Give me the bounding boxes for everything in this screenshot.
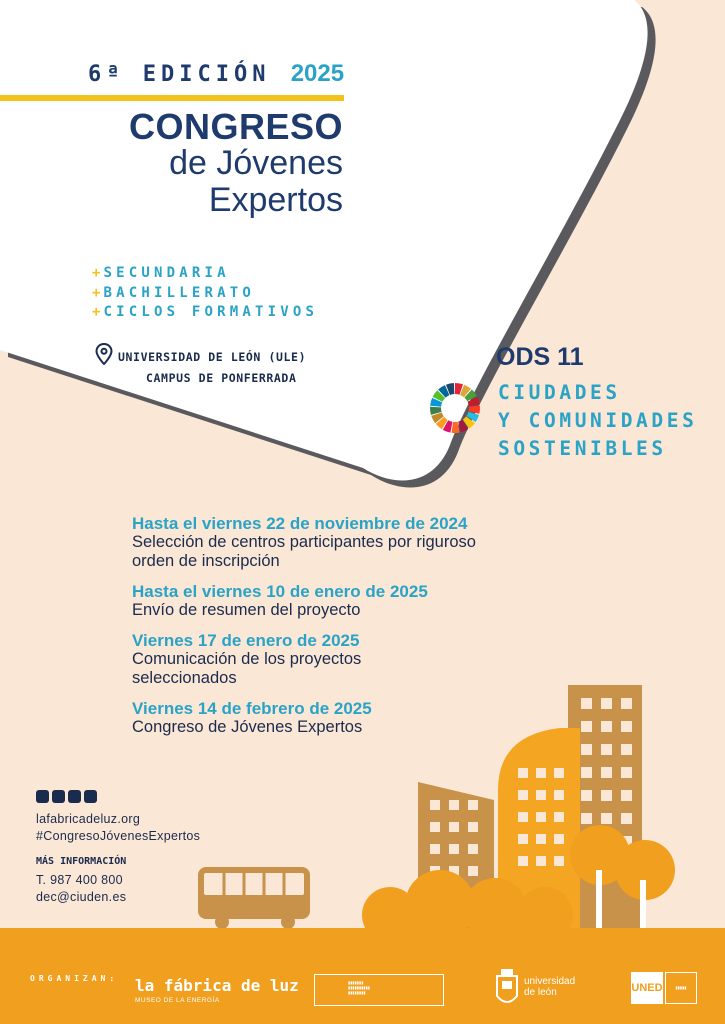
window: [518, 834, 528, 844]
window: [536, 856, 546, 866]
schedule-date: Viernes 17 de enero de 2025: [132, 631, 360, 650]
title-line-3: Expertos: [208, 181, 343, 219]
window: [621, 813, 632, 824]
website-link[interactable]: lafabricadeluz.org: [36, 812, 141, 826]
social-icons: [36, 790, 97, 803]
window: [621, 721, 632, 732]
window: [601, 767, 612, 778]
youtube-icon[interactable]: [84, 790, 97, 803]
window: [554, 856, 564, 866]
sdg-wheel-icon: [429, 382, 481, 434]
window: [518, 768, 528, 778]
schedule-list: [132, 514, 592, 748]
x-icon[interactable]: [52, 790, 65, 803]
sdg-segment: [452, 422, 460, 433]
fabrica-logo: la fábrica de luz: [135, 976, 299, 995]
schedule-desc: seleccionados: [132, 669, 237, 687]
window: [554, 812, 564, 822]
ministry-logo-text: ▮▮▮▮▮▮▮ ▮▮▮▮▮▮▮▮▮▮ ▮▮▮▮▮▮▮▮: [348, 980, 371, 995]
location-line-1: UNIVERSIDAD DE LEÓN (ULE): [118, 350, 307, 364]
schedule-desc: orden de inscripción: [132, 552, 280, 570]
window: [468, 866, 478, 876]
more-info-heading: MÁS INFORMACIÓN: [36, 856, 127, 867]
window: [536, 790, 546, 800]
window: [601, 813, 612, 824]
ods-title: ODS 11: [496, 343, 584, 371]
bus-icon: [198, 867, 310, 929]
education-levels: [92, 264, 318, 323]
schedule-desc: Envío de resumen del proyecto: [132, 601, 361, 619]
window: [468, 844, 478, 854]
window: [621, 698, 632, 709]
window: [430, 800, 440, 810]
window: [430, 844, 440, 854]
window: [554, 768, 564, 778]
window: [554, 790, 564, 800]
ods-subtitle: CIUDADES Y COMUNIDADES SOSTENIBLES: [498, 381, 698, 460]
window: [536, 834, 546, 844]
window: [468, 800, 478, 810]
schedule-item: [132, 699, 592, 737]
schedule-desc: Comunicación de los proyectos: [132, 650, 362, 668]
schedule-desc: Congreso de Jóvenes Expertos: [132, 718, 363, 736]
contact-info: [36, 872, 126, 906]
schedule-date: Hasta el viernes 22 de noviembre de 2024: [132, 514, 468, 533]
fabrica-subtitle: MUSEO DE LA ENERGÍA: [135, 997, 220, 1004]
window: [468, 822, 478, 832]
title-line-1: CONGRESO: [128, 106, 343, 147]
window: [449, 800, 459, 810]
location-line-2: CAMPUS DE PONFERRADA: [146, 371, 297, 385]
phone: T. 987 400 800: [36, 873, 123, 887]
facebook-icon[interactable]: [36, 790, 49, 803]
schedule-date: Hasta el viernes 10 de enero de 2025: [132, 582, 428, 601]
window: [581, 790, 592, 801]
level-item: + SECUNDARIA: [92, 265, 230, 281]
window: [621, 744, 632, 755]
window: [518, 790, 528, 800]
window: [601, 790, 612, 801]
ule-logo-text: universidad de león: [524, 976, 576, 998]
window: [581, 767, 592, 778]
instagram-icon[interactable]: [68, 790, 81, 803]
window: [621, 790, 632, 801]
title-line-2: de Jóvenes: [169, 144, 343, 182]
title-underline: [0, 95, 344, 101]
window: [430, 822, 440, 832]
schedule-desc: Selección de centros participantes por riguroso: [132, 533, 476, 551]
window: [601, 744, 612, 755]
organizers-label: ORGANIZAN:: [30, 974, 119, 983]
window: [601, 721, 612, 732]
ule-crest-icon: [494, 966, 520, 1010]
window: [449, 822, 459, 832]
hashtag: #CongresoJóvenesExpertos: [36, 829, 201, 843]
window: [449, 844, 459, 854]
window: [621, 767, 632, 778]
edition-label: 6ª EDICIÓN 2025: [88, 60, 345, 87]
window: [581, 813, 592, 824]
window: [518, 856, 528, 866]
schedule-item: [132, 582, 592, 620]
schedule-item: [132, 631, 592, 688]
edition-year: 2025: [290, 60, 345, 87]
schedule-date: Viernes 14 de febrero de 2025: [132, 699, 372, 718]
web-info: [36, 811, 200, 845]
email-link[interactable]: dec@ciuden.es: [36, 890, 127, 904]
window: [601, 698, 612, 709]
page-title: [129, 108, 343, 219]
uned-logo: UNED: [631, 972, 663, 1004]
window: [518, 812, 528, 822]
window: [554, 834, 564, 844]
level-item: + BACHILLERATO: [92, 284, 255, 301]
schedule-item: [132, 514, 592, 571]
location-pin-icon: [95, 343, 113, 365]
uned-ponferrada-logo: ▮▮▮▮▮: [665, 972, 697, 1004]
level-item: + CICLOS FORMATIVOS: [92, 304, 319, 320]
window: [536, 768, 546, 778]
window: [536, 812, 546, 822]
